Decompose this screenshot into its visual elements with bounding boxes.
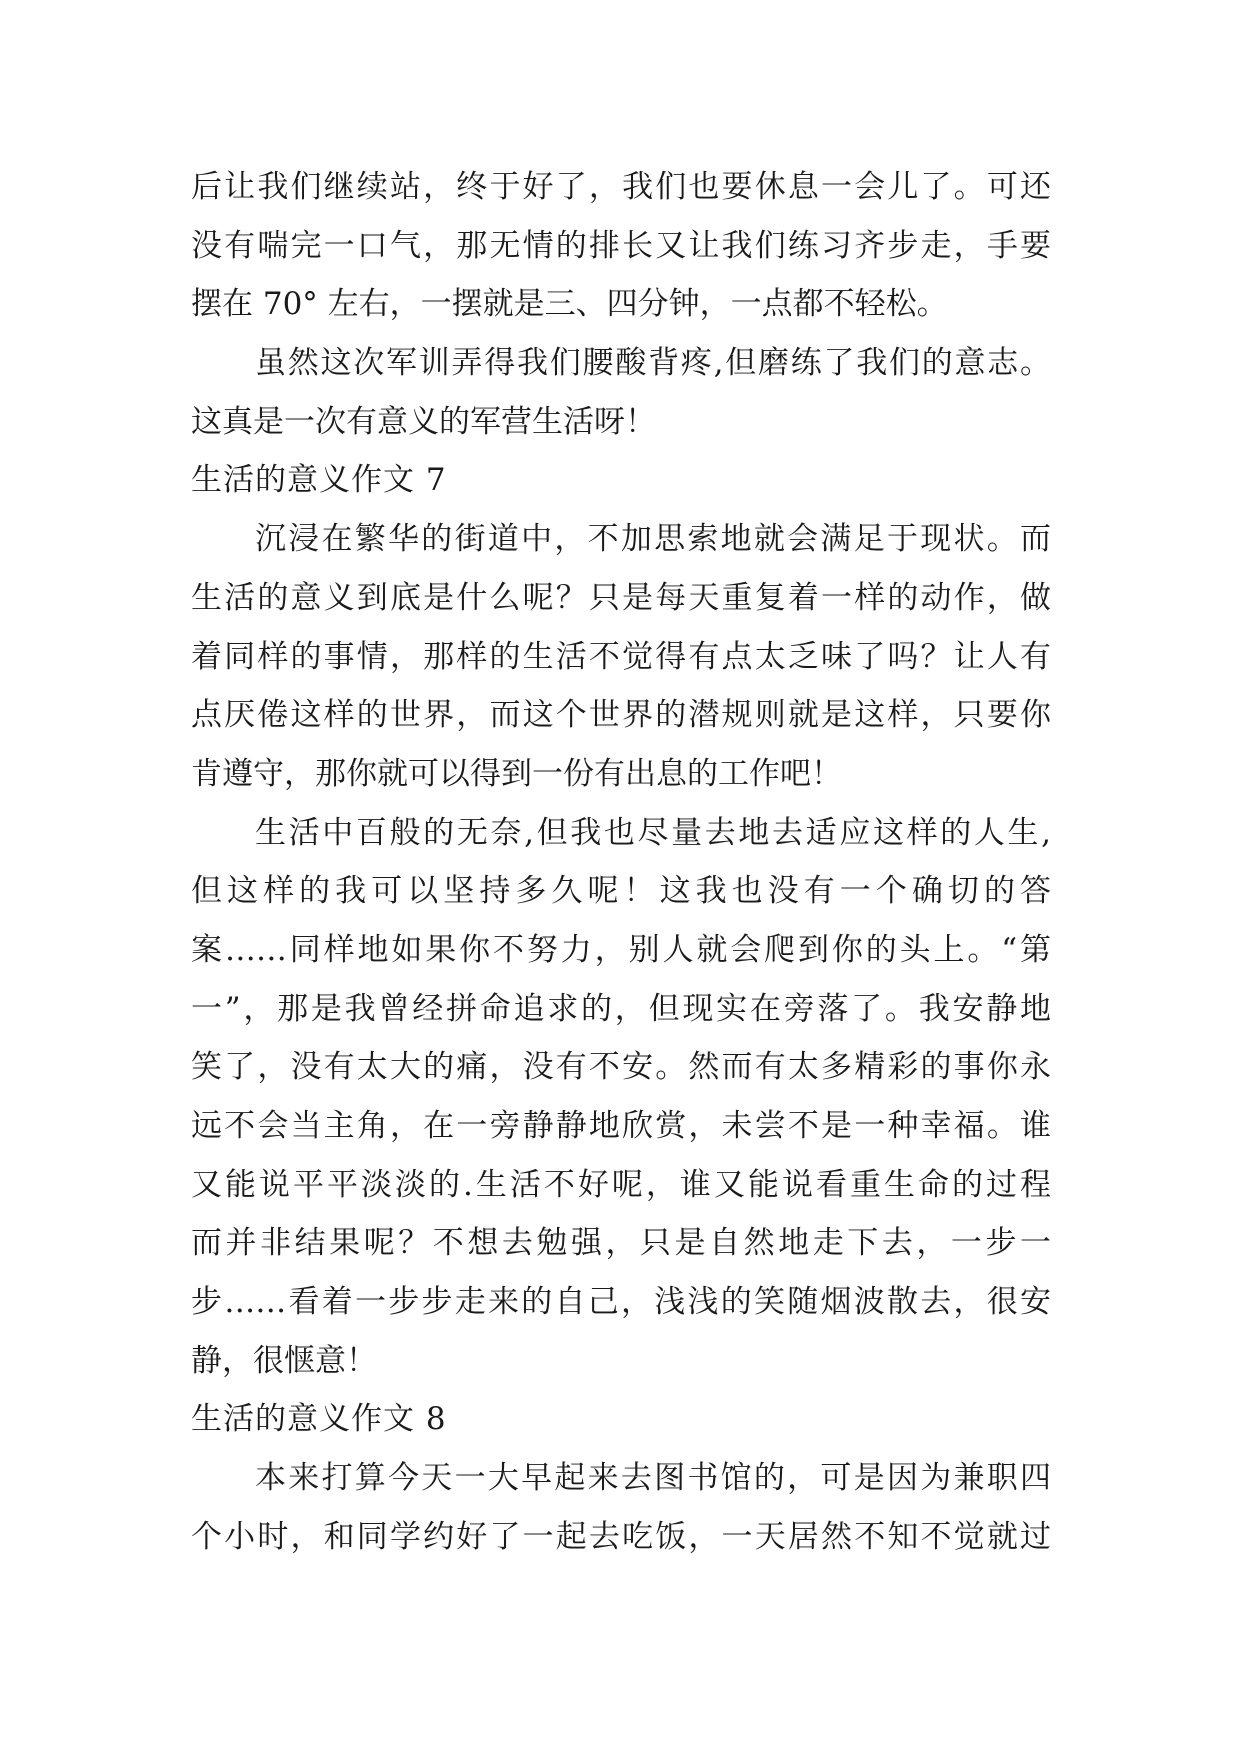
paragraph-line: 虽然这次军训弄得我们腰酸背疼,但磨练了我们的意志。 xyxy=(255,345,1051,382)
paragraph-line: 又能说平平淡淡的.生活不好呢，谁又能说看重生命的过程 xyxy=(191,1166,1051,1203)
paragraph-line: 而并非结果呢？不想去勉强，只是自然地走下去，一步一 xyxy=(191,1225,1051,1262)
paragraph-line: 着同样的事情，那样的生活不觉得有点太乏味了吗？让人有 xyxy=(191,638,1051,675)
section-heading: 生活的意义作文 8 xyxy=(191,1401,447,1438)
paragraph-line: 生活中百般的无奈,但我也尽量去地去适应这样的人生, xyxy=(255,814,1051,851)
paragraph-line: 一”，那是我曾经拼命追求的，但现实在旁落了。我安静地 xyxy=(191,990,1051,1027)
paragraph-line: 但这样的我可以坚持多久呢！这我也没有一个确切的答 xyxy=(191,873,1051,910)
paragraph-line: 案……同样地如果你不努力，别人就会爬到你的头上。“第 xyxy=(191,931,1051,968)
paragraph-line: 这真是一次有意义的军营生活呀！ xyxy=(191,403,656,440)
section-heading: 生活的意义作文 7 xyxy=(191,462,447,499)
paragraph-line: 沉浸在繁华的街道中，不加思索地就会满足于现状。而 xyxy=(255,521,1051,558)
paragraph-line: 静，很惬意！ xyxy=(191,1342,377,1379)
paragraph-line: 点厌倦这样的世界，而这个世界的潜规则就是这样，只要你 xyxy=(191,697,1051,734)
paragraph-line: 生活的意义到底是什么呢？只是每天重复着一样的动作，做 xyxy=(191,579,1051,616)
paragraph-line: 没有喘完一口气，那无情的排长又让我们练习齐步走，手要 xyxy=(191,227,1051,264)
paragraph-line: 后让我们继续站，终于好了，我们也要休息一会儿了。可还 xyxy=(191,169,1051,205)
paragraph-line: 步……看着一步步走来的自己，浅浅的笑随烟波散去，很安 xyxy=(191,1284,1051,1321)
paragraph-line: 肯遵守，那你就可以得到一份有出息的工作吧！ xyxy=(191,755,842,792)
paragraph-line: 本来打算今天一大早起来去图书馆的，可是因为兼职四 xyxy=(255,1460,1051,1497)
paragraph-line: 摆在 70° 左右，一摆就是三、四分钟，一点都不轻松。 xyxy=(191,286,948,323)
document-body xyxy=(191,158,1051,1567)
paragraph-line: 个小时，和同学约好了一起去吃饭，一天居然不知不觉就过 xyxy=(191,1518,1051,1555)
paragraph-line: 笑了，没有太大的痛，没有不安。然而有太多精彩的事你永 xyxy=(191,1049,1051,1086)
paragraph-line: 远不会当主角，在一旁静静地欣赏，未尝不是一种幸福。谁 xyxy=(191,1108,1051,1144)
